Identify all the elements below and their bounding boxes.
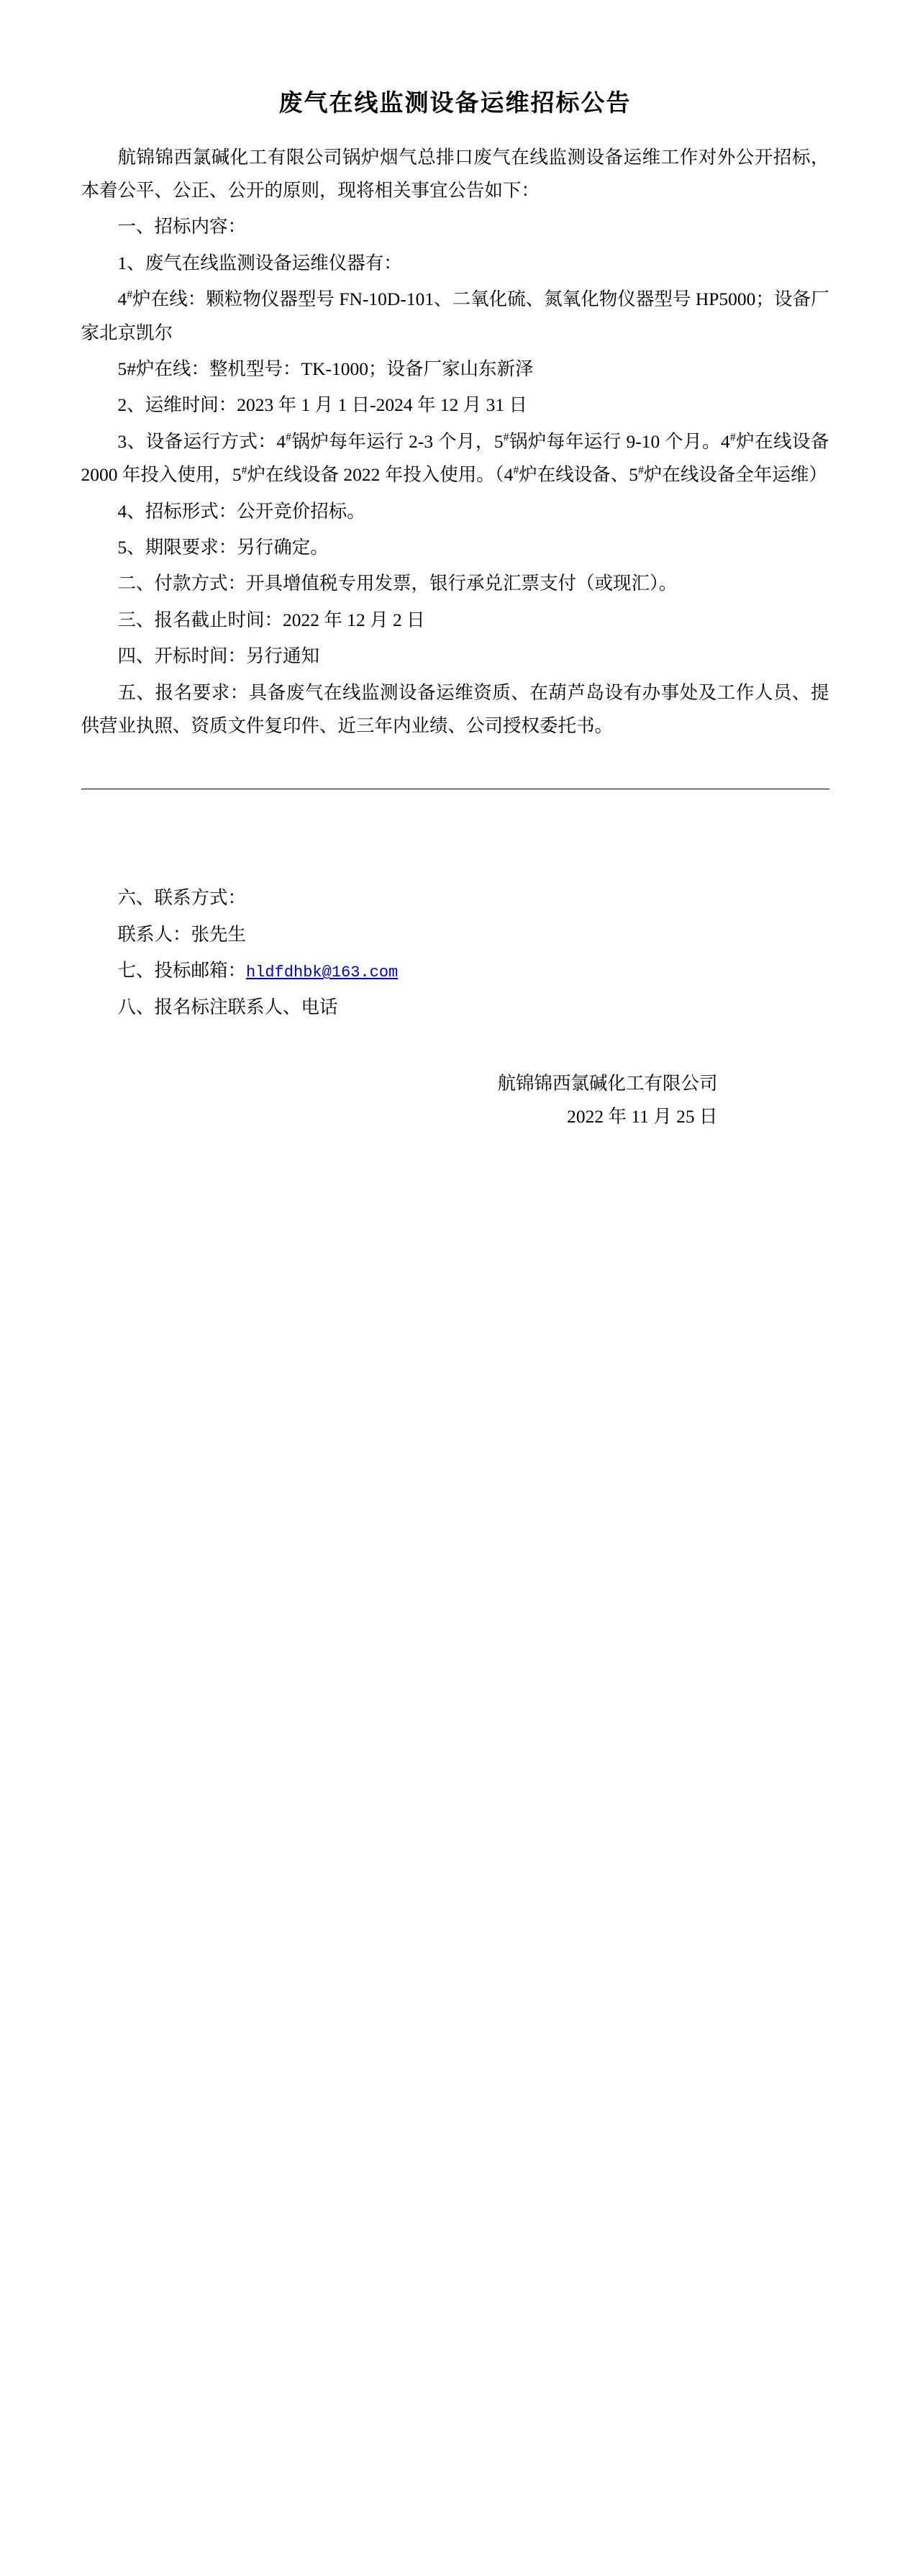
signature-company: 航锦锦西氯碱化工有限公司: [497, 1073, 718, 1094]
operation-lead: 3、设备运行方式：: [117, 430, 277, 452]
footer-spacer: [81, 1134, 829, 1508]
page-title: 废气在线监测设备运维招标公告: [278, 91, 632, 117]
contact-person: 联系人：张先生: [117, 923, 247, 945]
bid-email-link[interactable]: hldfdhbk@163.com: [246, 963, 399, 982]
op-text-b: 锅炉每年运行 9-10 个月。: [509, 430, 722, 452]
op-sup-e: #: [513, 464, 519, 477]
op-sup-b: #: [503, 431, 509, 444]
op-num-4c: 4: [721, 430, 730, 452]
furnace-4-superscript: #: [127, 289, 133, 301]
section-registration-deadline: 三、报名截止时间：2022 年 12 月 2 日: [117, 609, 425, 630]
op-sup-c: #: [729, 431, 736, 444]
op-num-5f: 5: [629, 464, 638, 486]
document-body-bottom: [81, 789, 829, 1507]
item-operation-mode: [81, 425, 829, 492]
section-bid-opening-time: 四、开标时间：另行通知: [117, 645, 320, 667]
section-registration-note: 八、报名标注联系人、电话: [117, 996, 338, 1017]
section-bid-email: [81, 954, 829, 987]
furnace-4-text: 炉在线：颗粒物仪器型号 FN-10D-101、二氧化硫、氮氧化物仪器型号 HP5000；设备厂家北京凯尔: [81, 289, 829, 343]
op-text-a: 锅炉每年运行 2-3 个月，: [291, 430, 494, 452]
signature-block: [81, 1067, 829, 1134]
op-sup-f: #: [637, 464, 644, 477]
op-sup-d: #: [241, 464, 247, 477]
item-term-requirement: 5、期限要求：另行确定。: [117, 536, 329, 558]
op-sup-a: #: [286, 431, 292, 444]
document-body-top: [81, 0, 829, 789]
section-payment-method: 二、付款方式：开具增值税专用发票，银行承兑汇票支付（或现汇）。: [117, 573, 678, 594]
item-furnace-5-online: 5#炉在线：整机型号：TK-1000；设备厂家山东新泽: [117, 358, 534, 379]
item-bid-format: 4、招标形式：公开竞价招标。: [117, 500, 365, 522]
section-contact-heading: 六、联系方式：: [117, 887, 247, 909]
email-label: 七、投标邮箱：: [117, 960, 247, 981]
op-num-4a: 4: [276, 430, 286, 452]
op-num-5b: 5: [493, 430, 504, 452]
item-furnace-4-online: [81, 283, 829, 350]
signature-date: 2022 年 11 月 25 日: [567, 1106, 718, 1128]
furnace-4-number: 4: [117, 289, 127, 310]
op-text-f: 炉在线设备全年运维）: [643, 464, 827, 486]
op-text-d: 炉在线设备 2022 年投入使用。（: [247, 464, 504, 486]
item-maintenance-period: 2、运维时间：2023 年 1 月 1 日-2024 年 12 月 31 日: [117, 394, 527, 416]
op-text-e: 炉在线设备、: [519, 464, 629, 486]
item-instruments: 1、废气在线监测设备运维仪器有：: [117, 252, 402, 273]
op-num-5d: 5: [232, 464, 242, 486]
op-num-4e: 4: [504, 464, 514, 486]
section-heading-bid-content: 一、招标内容：: [117, 216, 247, 237]
op-text-c: 炉在线设备 2000 年投入使用，: [81, 430, 829, 486]
section-registration-requirements: 五、报名要求：具备废气在线监测设备运维资质、在葫芦岛设有办事处及工作人员、提供营业执照、资质文件复印件、近三年内业绩、公司授权委托书。: [81, 681, 829, 736]
intro-paragraph: 航锦锦西氯碱化工有限公司锅炉烟气总排口废气在线监测设备运维工作对外公开招标，本着公平、公正、公开的原则，现将相关事宜公告如下：: [81, 146, 829, 201]
